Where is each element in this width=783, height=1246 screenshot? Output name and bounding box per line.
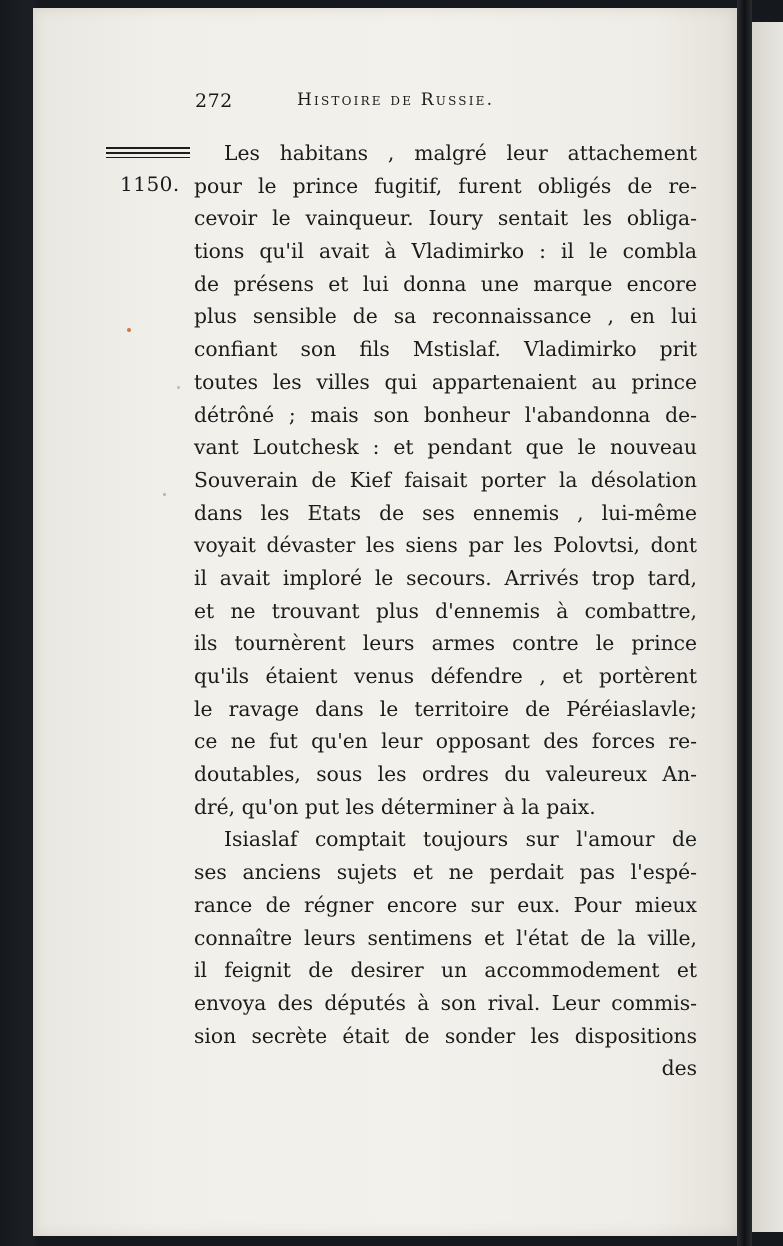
text-line: Les habitans , malgré leur attachement	[224, 141, 697, 165]
text-line: ils tournèrent leurs armes contre le prince	[194, 631, 697, 656]
text-line: envoya des députés à son rival. Leur commis-	[194, 990, 697, 1015]
text-line: détrôné ; mais son bonheur l'abandonna de-	[194, 402, 697, 427]
text-line: toutes les villes qui appartenaient au prince	[194, 369, 697, 394]
text-line: il avait imploré le secours. Arrivés trop tard,	[194, 565, 697, 590]
catchword: des	[661, 1056, 697, 1081]
body-text	[194, 137, 697, 1085]
paper-speck	[127, 328, 131, 332]
text-line: connaître leurs sentimens et l'état de la ville,	[194, 925, 697, 950]
text-line: vant Loutchesk : et pendant que le nouveau	[194, 435, 697, 460]
text-line: dans les Etats de ses ennemis , lui-même	[194, 500, 697, 525]
text-line: le ravage dans le territoire de Péréiaslavle;	[194, 696, 697, 721]
text-line: pour le prince fugitif, furent obligés de re-	[194, 173, 697, 198]
text-line: Souverain de Kief faisait porter la désolation	[194, 467, 697, 492]
text-line: doutables, sous les ordres du valeureux An-	[194, 762, 697, 787]
text-line: qu'ils étaient venus défendre , et portèrent	[194, 664, 697, 688]
text-line: dré, qu'on put les déterminer à la paix.	[194, 794, 596, 819]
facing-page-edge	[752, 22, 783, 1232]
text-line: ses anciens sujets et ne perdait pas l'espé-	[194, 860, 697, 885]
text-line: sion secrète était de sonder les dispositions	[194, 1023, 697, 1048]
text-line: voyait dévaster les siens par les Polovtsi, dont	[194, 533, 697, 558]
text-line: confiant son fils Mstislaf. Vladimirko prit	[194, 337, 697, 362]
text-line: Isiaslaf comptait toujours sur l'amour de	[224, 827, 697, 852]
book-gutter	[737, 0, 752, 1246]
text-line: rance de régner encore sur eux. Pour mieux	[194, 892, 697, 917]
text-line: ce ne fut qu'en leur opposant des forces re-	[194, 729, 697, 754]
page-number: 272	[195, 90, 233, 112]
text-line: et ne trouvant plus d'ennemis à combattre,	[194, 598, 697, 623]
text-line: tions qu'il avait à Vladimirko : il le combla	[194, 239, 697, 264]
text-line: plus sensible de sa reconnaissance , en lui	[194, 304, 697, 329]
text-line: de présens et lui donna une marque encore	[194, 271, 697, 296]
text-line: cevoir le vainqueur. Ioury sentait les obliga-	[194, 206, 697, 231]
paper-speck	[163, 493, 166, 496]
paper-speck	[177, 386, 180, 389]
running-head	[165, 90, 625, 116]
margin-rule	[106, 152, 190, 154]
margin-rule	[106, 147, 190, 149]
text-line: il feignit de desirer un accommodement et	[194, 958, 697, 983]
running-title: Histoire de Russie.	[297, 90, 495, 110]
margin-rule	[106, 157, 190, 158]
marginal-year: 1150.	[120, 172, 180, 196]
